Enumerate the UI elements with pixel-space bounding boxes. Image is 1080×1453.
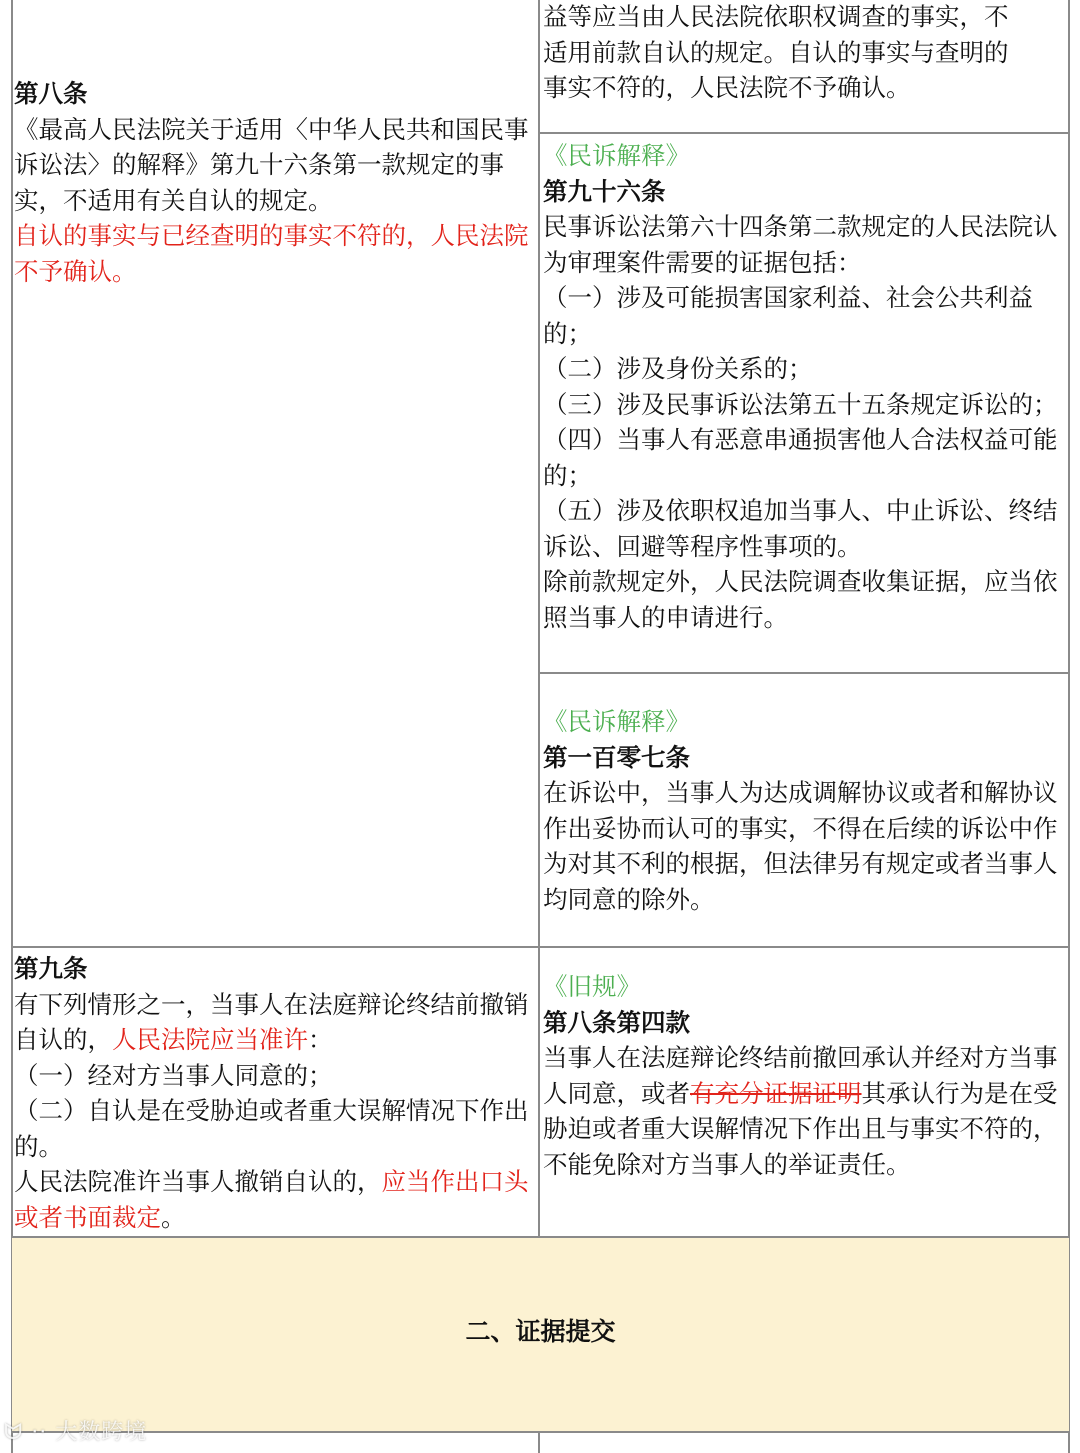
watermark — [4, 1418, 147, 1448]
old-rule-struck-text: 有充分证据证明 — [690, 1078, 862, 1108]
old-rule-body — [543, 1040, 1065, 1182]
left-article-9-cell — [14, 951, 534, 1234]
article-9-intro-red: 人民法院应当准许 — [112, 1025, 308, 1054]
article-107-source: 《民诉解释》 — [543, 707, 690, 736]
article-107-body: 在诉讼中，当事人为达成调解协议或者和解协议作出妥协而认可的事实，不得在后续的诉讼中作为对其不利的根据，但法律另有规定或者当事人均同意的除外。 — [543, 778, 1058, 914]
row-divider-full — [11, 946, 1070, 948]
watermark-logo-icon: ᗢ ·· — [4, 1420, 56, 1445]
old-rule-heading: 第八条第四款 — [543, 1007, 690, 1037]
article-8-body: 《最高人民法院关于适用〈中华人民共和国民事诉讼法〉的解释》第九十六条第一款规定的事实，不适用有关自认的规定。 — [14, 114, 529, 215]
article-9-intro — [14, 987, 534, 1058]
section-header-band — [12, 1238, 1069, 1431]
right-top-line-2: 适用前款自认的规定。自认的事实与查明的 — [543, 37, 1009, 67]
article-96-intro: 民事诉讼法第六十四条第二款规定的人民法院认为审理案件需要的证据包括： — [543, 212, 1058, 277]
right-top-cell — [543, 0, 1065, 129]
article-9-heading: 第九条 — [14, 954, 88, 983]
article-9-closing — [14, 1164, 534, 1234]
right-top-line-1: 益等应当由人民法院依职权调查的事实，不 — [543, 2, 1009, 31]
row-divider-section-bottom — [11, 1431, 1070, 1433]
article-9-intro-colon: ： — [308, 1025, 333, 1054]
right-old-rule-cell — [543, 969, 1065, 1234]
article-107-heading: 第一百零七条 — [543, 742, 690, 772]
right-article-107-cell — [543, 704, 1065, 942]
article-9-item-1: （一）经对方当事人同意的； — [14, 1060, 333, 1090]
watermark-text: 大数跨境 — [55, 1420, 148, 1445]
table-column-divider-lower — [538, 1431, 540, 1453]
right-top-line-3: 事实不符的，人民法院不予确认。 — [543, 73, 911, 102]
old-rule-body-rest: 其承认行为是在受胁迫或者重大误解情况下作出且与事实不符的，不能免除对方当事人的举证责任。 — [543, 1078, 1058, 1179]
article-96-item-3: （三）涉及民事诉讼法第五十五条规定诉讼的； — [543, 389, 1058, 419]
article-96-closing: 除前款规定外，人民法院调查收集证据，应当依照当事人的申请进行。 — [543, 567, 1058, 632]
article-9-closing-red: 应当作出口头或者书面裁定 — [14, 1167, 529, 1232]
article-96-item-5: （五）涉及依职权追加当事人、中止诉讼、终结诉讼、回避等程序性事项的。 — [543, 496, 1058, 561]
article-9-item-2: （二）自认是在受胁迫或者重大误解情况下作出的。 — [14, 1096, 529, 1161]
article-96-item-2: （二）涉及身份关系的； — [543, 354, 813, 383]
article-9-closing-end: 。 — [161, 1202, 186, 1232]
row-divider-right-2 — [538, 672, 1070, 674]
article-96-item-1: （一）涉及可能损害国家利益、社会公共利益的； — [543, 283, 1033, 348]
old-rule-body-text: 当事人在法庭辩论终结前撤回承认并经对方当事人同意，或者 — [543, 1043, 1058, 1108]
article-96-heading: 第九十六条 — [543, 176, 666, 206]
article-96-source: 《民诉解释》 — [543, 141, 690, 170]
left-article-8-cell — [14, 76, 534, 936]
old-rule-source: 《旧规》 — [543, 972, 641, 1001]
table-column-divider — [538, 0, 540, 1238]
article-8-red-text: 自认的事实与已经查明的事实不符的，人民法院不予确认。 — [14, 221, 529, 286]
article-9-closing-text: 人民法院准许当事人撤销自认的， — [14, 1167, 382, 1196]
article-96-item-4: （四）当事人有恶意串通损害他人合法权益可能的； — [543, 425, 1058, 490]
article-8-heading: 第八条 — [14, 79, 88, 108]
article-9-intro-text: 有下列情形之一，当事人在法庭辩论终结前撤销自认的， — [14, 989, 529, 1054]
right-article-96-cell — [543, 138, 1065, 670]
section-title: 二、证据提交 — [465, 1317, 616, 1346]
row-divider-right-1 — [538, 132, 1070, 134]
